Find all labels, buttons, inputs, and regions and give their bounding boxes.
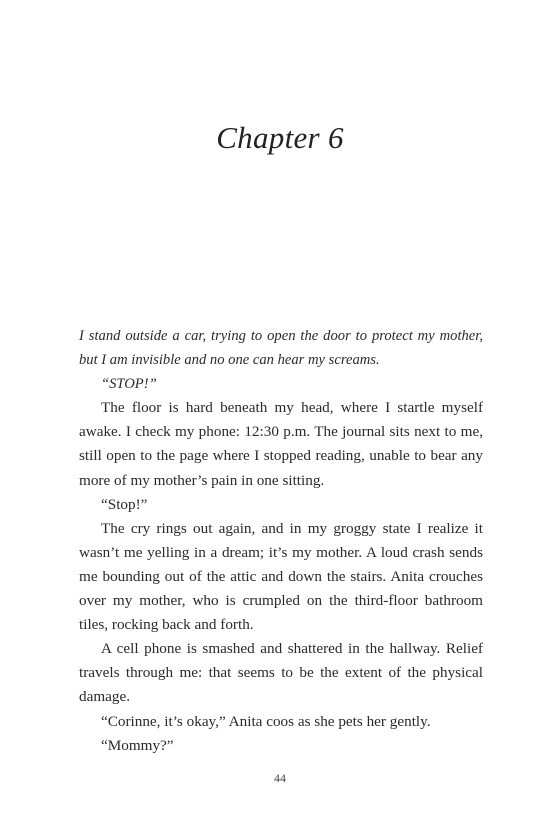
dialogue-line: “Corinne, it’s okay,” Anita coos as she pets her gently. (101, 712, 431, 730)
page-number: 44 (274, 771, 286, 785)
chapter-title: Chapter 6 (216, 120, 344, 155)
dialogue-line: “Stop!” (101, 495, 148, 513)
body-paragraph: The floor is hard beneath my head, where I startle myself awake. I check my phone: 12:30 p.m. The journal sits next to me, still open to the page where I stopped reading, unable to bear any more of my mother’s pain in one sitting. (79, 399, 483, 489)
body-paragraph: The cry rings out again, and in my groggy state I realize it wasn’t me yelling in a dream; it’s my mother. A loud crash sends me bounding out of the attic and down the stairs. Anita crouches over my mother, who is crumpled on the third-floor bathroom tiles, rocking back and forth. (79, 519, 483, 634)
body-paragraph: A cell phone is smashed and shattered in the hallway. Relief travels through me: that seems to be the extent of the physical damage. (79, 640, 483, 706)
dialogue-line: “STOP!” (101, 376, 157, 393)
italic-dream-paragraph: I stand outside a car, trying to open the door to protect my mother, but I am invisible and no one can hear my screams. (79, 328, 483, 369)
dialogue-line: “Mommy?” (101, 736, 174, 754)
body-text (79, 324, 483, 758)
